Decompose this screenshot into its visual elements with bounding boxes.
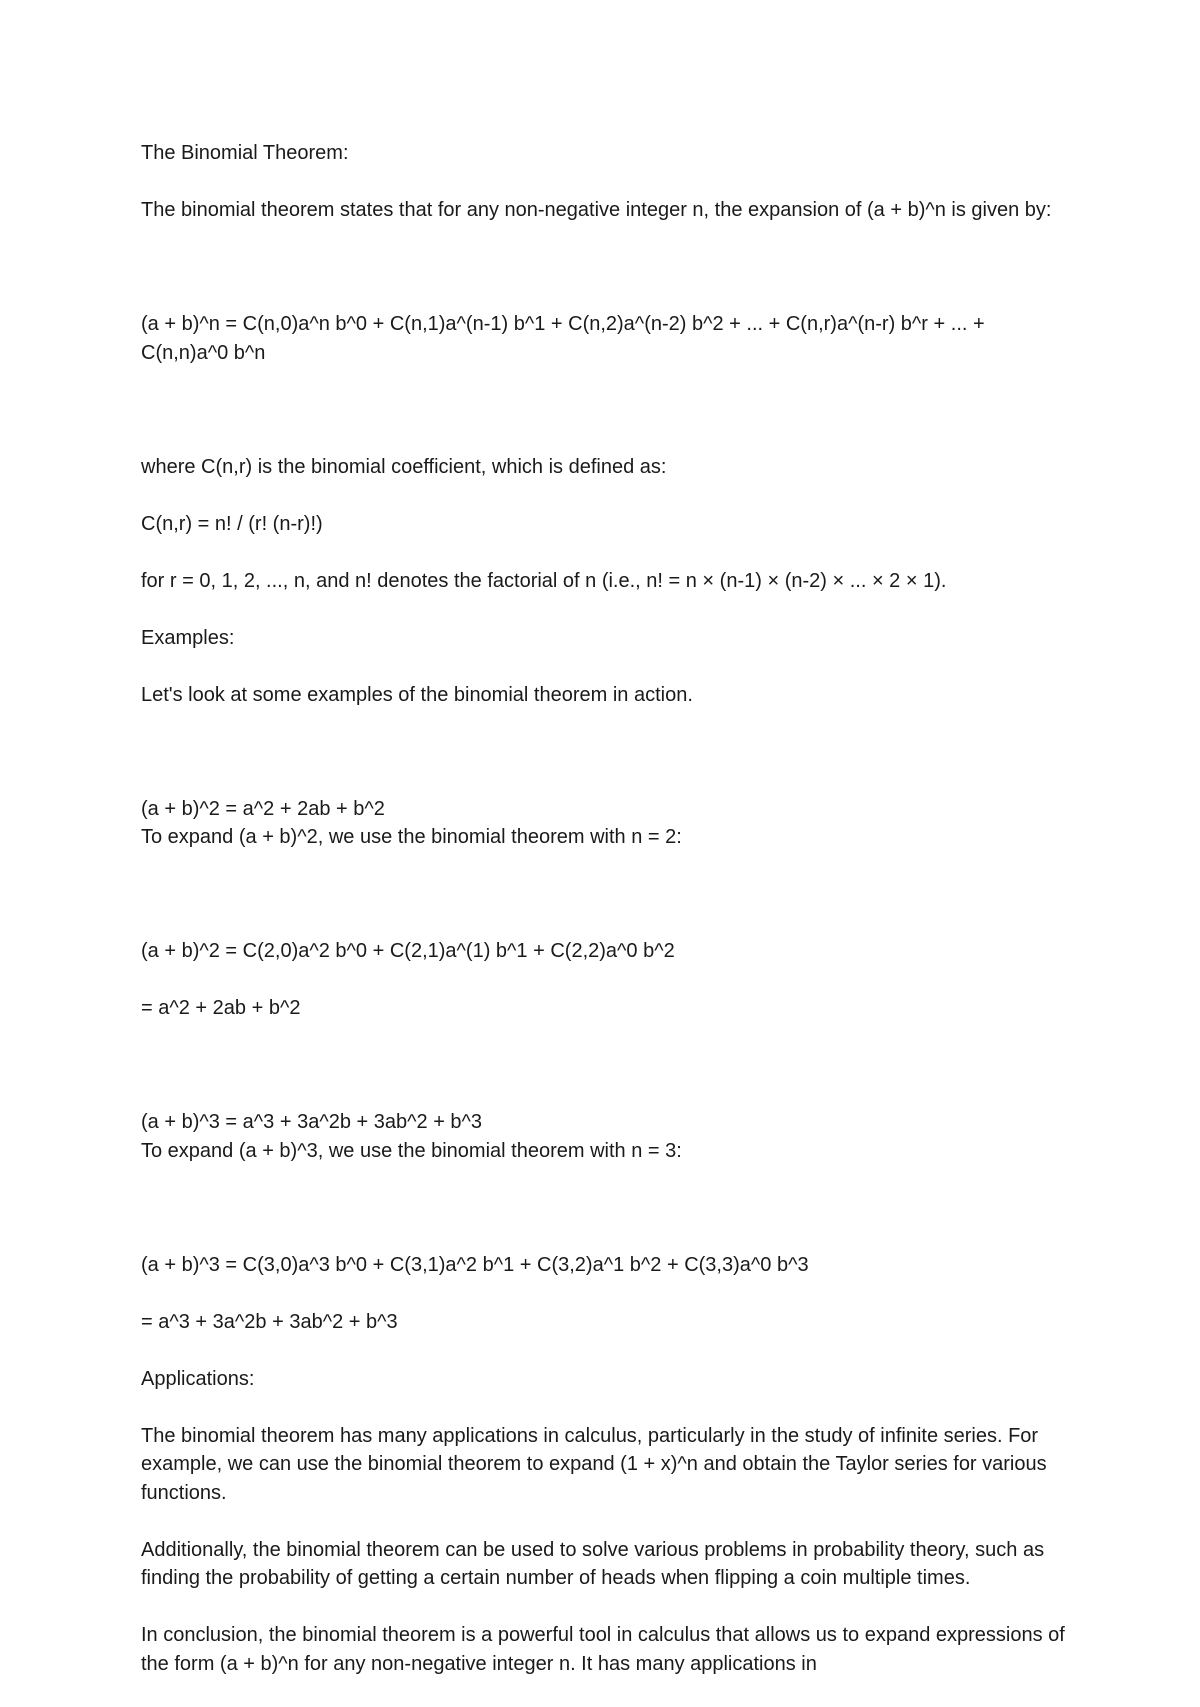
intro-paragraph: The binomial theorem states that for any non-negative integer n, the expansion of (a + b)^n is given by: xyxy=(141,199,1052,221)
example-1-result: = a^2 + 2ab + b^2 xyxy=(141,997,301,1019)
document-page xyxy=(141,139,1071,1707)
applications-paragraph-2: Additionally, the binomial theorem can be used to solve various problems in probability theory, such as finding the probability of getting a certain number of heads when flipping a coin multiple times. xyxy=(141,1538,1050,1589)
example-2-result: = a^3 + 3a^2b + 3ab^2 + b^3 xyxy=(141,1310,398,1333)
applications-heading: Applications: xyxy=(141,1367,255,1390)
conclusion-paragraph: In conclusion, the binomial theorem is a powerful tool in calculus that allows us to expand expressions of the form (a + b)^n for any non-negative integer n. It has many applications in xyxy=(141,1624,1071,1675)
applications-paragraph-1: The binomial theorem has many applications in calculus, particularly in the study of infinite series. For example, we can use the binomial theorem to expand (1 + x)^n and obtain the Taylor series for various functions. xyxy=(141,1424,1053,1504)
example-2-block xyxy=(141,1051,1071,1222)
factorial-note: for r = 0, 1, 2, ..., n, and n! denotes the factorial of n (i.e., n! = n × (n-1) × (n-2) × ... × 2 × 1). xyxy=(141,569,947,592)
example-2-expansion: (a + b)^3 = C(3,0)a^3 b^0 + C(3,1)a^2 b^1 + C(3,2)a^1 b^2 + C(3,3)a^0 b^3 xyxy=(141,1253,809,1276)
coefficient-intro: where C(n,r) is the binomial coefficient, which is defined as: xyxy=(141,455,667,478)
example-1-description: To expand (a + b)^2, we use the binomial theorem with n = 2: xyxy=(141,826,682,848)
example-1-title: (a + b)^2 = a^2 + 2ab + b^2 xyxy=(141,797,385,820)
example-1-block xyxy=(141,738,1071,909)
general-formula xyxy=(141,253,1071,424)
document-heading: The Binomial Theorem: xyxy=(141,142,349,164)
example-2-title: (a + b)^3 = a^3 + 3a^2b + 3ab^2 + b^3 xyxy=(141,1111,483,1133)
formula-line-2: C(n,n)a^0 b^n xyxy=(141,341,266,364)
formula-line-1: (a + b)^n = C(n,0)a^n b^0 + C(n,1)a^(n-1) b^1 + C(n,2)a^(n-2) b^2 + ... + C(n,r)a^(n-r) b^r + ... + xyxy=(141,313,985,335)
example-2-description: To expand (a + b)^3, we use the binomial theorem with n = 3: xyxy=(141,1139,682,1162)
example-1-expansion: (a + b)^2 = C(2,0)a^2 b^0 + C(2,1)a^(1) b^1 + C(2,2)a^0 b^2 xyxy=(141,940,675,962)
examples-intro: Let's look at some examples of the binomial theorem in action. xyxy=(141,683,693,706)
coefficient-formula: C(n,r) = n! / (r! (n-r)!) xyxy=(141,512,323,535)
examples-heading: Examples: xyxy=(141,626,235,649)
